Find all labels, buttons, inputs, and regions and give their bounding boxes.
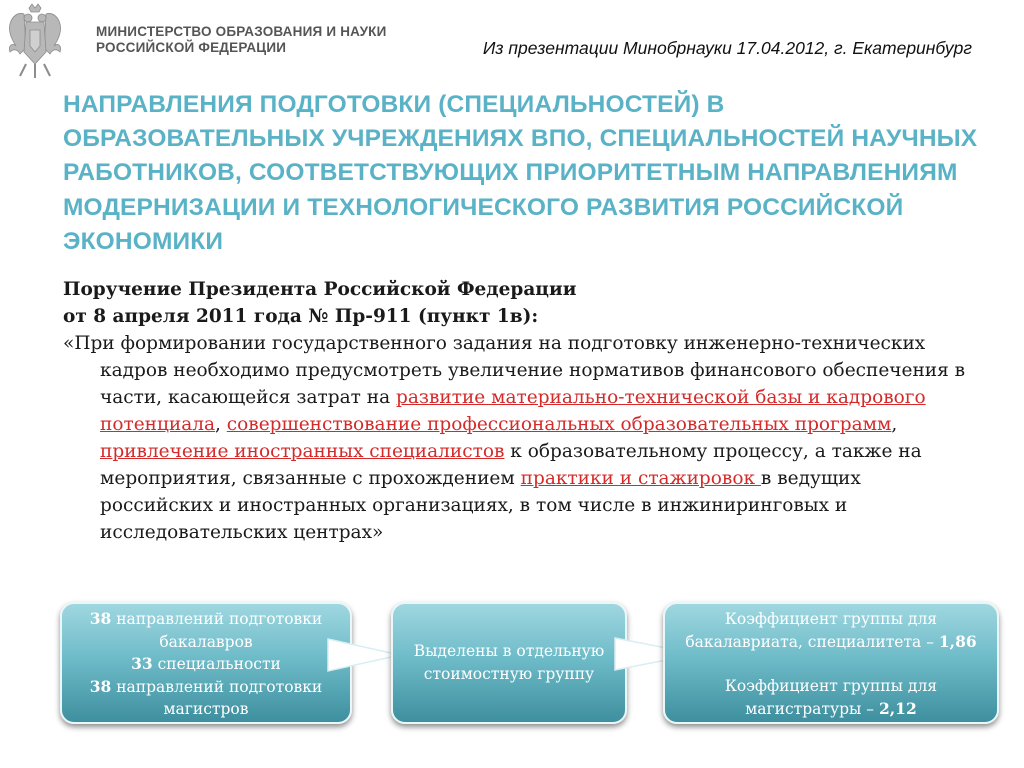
coefficient-box <box>663 602 999 724</box>
bachelor-count: 38 <box>89 609 112 628</box>
master-coefficient-value: 2,12 <box>878 698 917 718</box>
highlight-programs: совершенствование профессиональных образовательных программ <box>226 414 892 435</box>
bachelor-coefficient-value: 1,86 <box>938 631 977 651</box>
quote-text-5: в ведущих российских и иностранных организациях, в том числе в инжиниринговых и исследовательских центрах» <box>100 468 861 543</box>
slide-title: НАПРАВЛЕНИЯ ПОДГОТОВКИ (СПЕЦИАЛЬНОСТЕЙ) В ОБРАЗОВАТЕЛЬНЫХ УЧРЕЖДЕНИЯХ ВПО, СПЕЦИАЛЬНОСТЕЙ НАУЧНЫХ РАБОТНИКОВ, СООТВЕТСТВУЮЩИХ ПРИОРИТЕТНЫМ НАПРАВЛЕНИЯМ МОДЕРНИЗАЦИИ И ТЕХНОЛОГИЧЕСКОГО РАЗВИТИЯ РОССИЙСКОЙ ЭКОНОМИКИ <box>63 91 978 255</box>
cost-group-text: Выделены в отдельную стоимостную группу <box>413 642 605 683</box>
slide-header <box>0 0 1024 82</box>
quote-text-2: , <box>215 414 227 435</box>
order-title: Поручение Президента Российской Федерации <box>63 279 577 300</box>
programs-count-box <box>60 602 352 724</box>
quote-text-3: , <box>891 414 898 435</box>
ministry-name <box>96 24 387 56</box>
master-label: направлений подготовки магистров <box>111 677 323 718</box>
bachelor-coefficient <box>665 608 997 653</box>
emblem-icon <box>6 2 64 80</box>
ministry-line-1: МИНИСТЕРСТВО ОБРАЗОВАНИЯ И НАУКИ <box>96 24 387 39</box>
highlight-internships: практики и стажировок <box>520 468 761 489</box>
master-coefficient <box>665 675 997 720</box>
cost-group-box <box>391 602 627 724</box>
master-coefficient-label: Коэффициент группы для магистратуры – <box>724 677 938 718</box>
bachelor-label: направлений подготовки бакалавров <box>111 610 323 651</box>
highlight-infrastructure: развитие материально-технической базы и кадрового потенциала <box>100 387 926 435</box>
specialist-count: 33 <box>131 654 153 673</box>
master-count: 38 <box>89 676 112 696</box>
order-date: от 8 апреля 2011 года № Пр-911 (пункт 1в): <box>63 306 539 327</box>
master-programs <box>62 676 350 721</box>
specialist-programs <box>62 653 350 676</box>
quote-text-1: «При формировании государственного задания на подготовку инженерно-технических кадров необходимо предусмотреть увеличение нормативов финансового обеспечения в части, касающейся затрат на <box>63 333 966 408</box>
order-quote <box>63 330 973 546</box>
highlight-foreign-specialists: привлечение иностранных специалистов <box>100 441 505 462</box>
bachelor-programs <box>62 608 350 653</box>
ministry-line-2: РОССИЙСКОЙ ФЕДЕРАЦИИ <box>96 40 287 55</box>
quote-text-4: к образовательному процессу, а также на мероприятия, связанные с прохождением <box>100 441 922 489</box>
bachelor-coefficient-label: Коэффициент группы для бакалавриата, специалитета – <box>685 610 939 651</box>
source-note: Из презентации Минобрнауки 17.04.2012, г. Екатеринбург <box>482 38 972 58</box>
slide-body <box>63 276 973 546</box>
specialist-label: специальности <box>152 655 281 673</box>
